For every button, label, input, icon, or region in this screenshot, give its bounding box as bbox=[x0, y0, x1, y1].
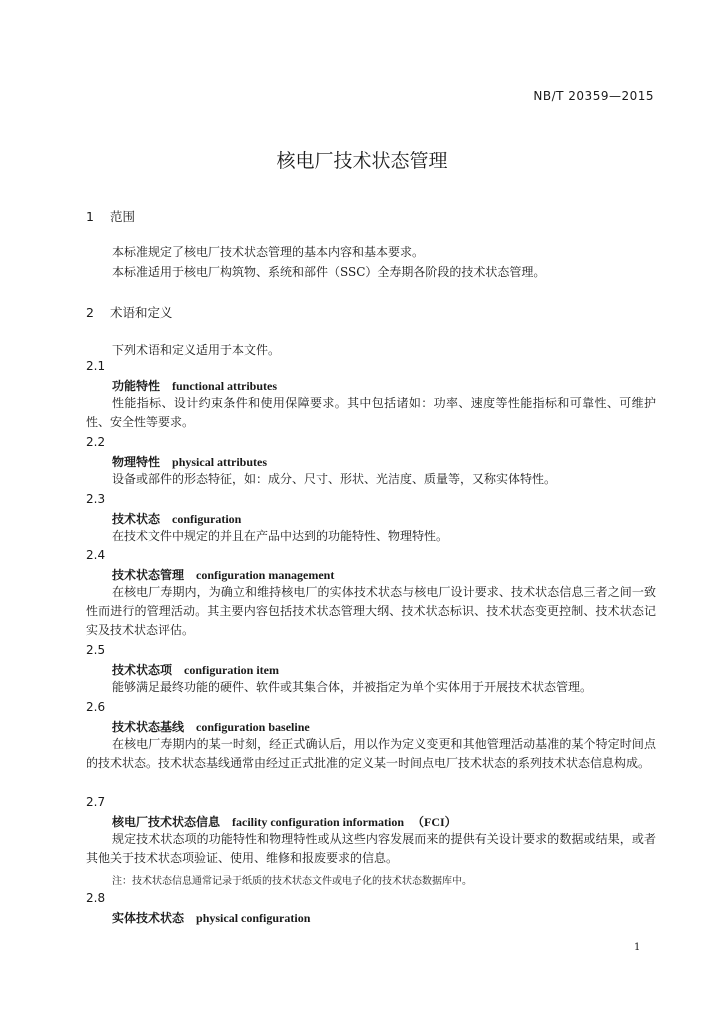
term-en: physical configuration bbox=[196, 911, 311, 925]
term-number: 2.4 bbox=[86, 548, 106, 562]
term-cn: 技术状态项 bbox=[112, 663, 173, 677]
term-definition: 能够满足最终功能的硬件、软件或其集合体，并被指定为单个实体用于开展技术状态管理。 bbox=[112, 680, 593, 694]
standard-code: NB/T 20359—2015 bbox=[533, 89, 654, 103]
term-heading bbox=[112, 377, 277, 394]
term-cn: 实体技术状态 bbox=[112, 911, 185, 925]
term-heading bbox=[112, 909, 310, 926]
term-en: configuration item bbox=[184, 663, 280, 677]
term-abbr: （FCI） bbox=[412, 815, 457, 829]
section-number: 2 bbox=[86, 305, 94, 320]
term-en: facility configuration information bbox=[232, 815, 404, 829]
term-en: functional attributes bbox=[172, 379, 278, 393]
term-en: configuration baseline bbox=[196, 720, 310, 734]
term-en: configuration bbox=[172, 512, 242, 526]
term-cn: 技术状态管理 bbox=[112, 568, 185, 582]
term-heading bbox=[112, 453, 267, 470]
term-number: 2.6 bbox=[86, 700, 106, 714]
term-heading bbox=[112, 813, 457, 830]
term-cn: 技术状态 bbox=[112, 512, 161, 526]
term-cn: 物理特性 bbox=[112, 455, 161, 469]
section-heading-1 bbox=[86, 207, 135, 225]
term-heading bbox=[112, 510, 241, 527]
term-cn: 核电厂技术状态信息 bbox=[112, 815, 221, 829]
terms-intro: 下列术语和定义适用于本文件。 bbox=[112, 343, 281, 357]
term-heading bbox=[112, 566, 334, 583]
term-definition: 规定技术状态项的功能特性和物理特性或从这些内容发展而来的提供有关设计要求的数据或结果，或者其他关于技术状态项验证、使用、维修和报废要求的信息。 bbox=[86, 832, 656, 865]
term-definition: 在技术文件中规定的并且在产品中达到的功能特性、物理特性。 bbox=[112, 529, 449, 543]
page-number: 1 bbox=[634, 942, 641, 953]
section-number: 1 bbox=[86, 209, 94, 224]
scope-paragraph-2: 本标准适用于核电厂构筑物、系统和部件（SSC）全寿期各阶段的技术状态管理。 bbox=[112, 265, 546, 279]
term-definition: 在核电厂寿期内，为确立和维持核电厂的实体技术状态与核电厂设计要求、技术状态信息三者之间一致性而进行的管理活动。其主要内容包括技术状态管理大纲、技术状态标识、技术状态变更控制、技术状态记实及技术状态评估。 bbox=[86, 585, 656, 637]
section-title: 范围 bbox=[109, 209, 135, 224]
term-definition: 性能指标、设计约束条件和使用保障要求。其中包括诸如：功率、速度等性能指标和可靠性、可维护性、安全性等要求。 bbox=[86, 396, 656, 429]
section-title: 术语和定义 bbox=[109, 305, 173, 320]
term-definition: 设备或部件的形态特征，如：成分、尺寸、形状、光洁度、质量等，又称实体特性。 bbox=[112, 472, 557, 486]
scope-paragraph-1: 本标准规定了核电厂技术状态管理的基本内容和基本要求。 bbox=[112, 245, 425, 259]
document-title: 核电厂技术状态管理 bbox=[276, 150, 448, 172]
term-heading bbox=[112, 718, 310, 735]
term-number: 2.7 bbox=[86, 795, 106, 809]
term-number: 2.1 bbox=[86, 359, 106, 373]
term-definition: 在核电厂寿期内的某一时刻，经正式确认后，用以作为定义变更和其他管理活动基准的某个特定时间点的技术状态。技术状态基线通常由经过正式批准的定义某一时间点电厂技术状态的系列技术状态信息构成。 bbox=[86, 737, 656, 770]
term-number: 2.3 bbox=[86, 492, 106, 506]
term-number: 2.8 bbox=[86, 891, 106, 905]
term-cn: 技术状态基线 bbox=[112, 720, 185, 734]
term-en: configuration management bbox=[196, 568, 335, 582]
term-note: 注：技术状态信息通常记录于纸质的技术状态文件或电子化的技术状态数据库中。 bbox=[112, 876, 472, 887]
term-en: physical attributes bbox=[172, 455, 268, 469]
term-number: 2.2 bbox=[86, 435, 106, 449]
term-heading bbox=[112, 661, 279, 678]
term-cn: 功能特性 bbox=[112, 379, 161, 393]
section-heading-2 bbox=[86, 303, 173, 321]
term-number: 2.5 bbox=[86, 643, 106, 657]
